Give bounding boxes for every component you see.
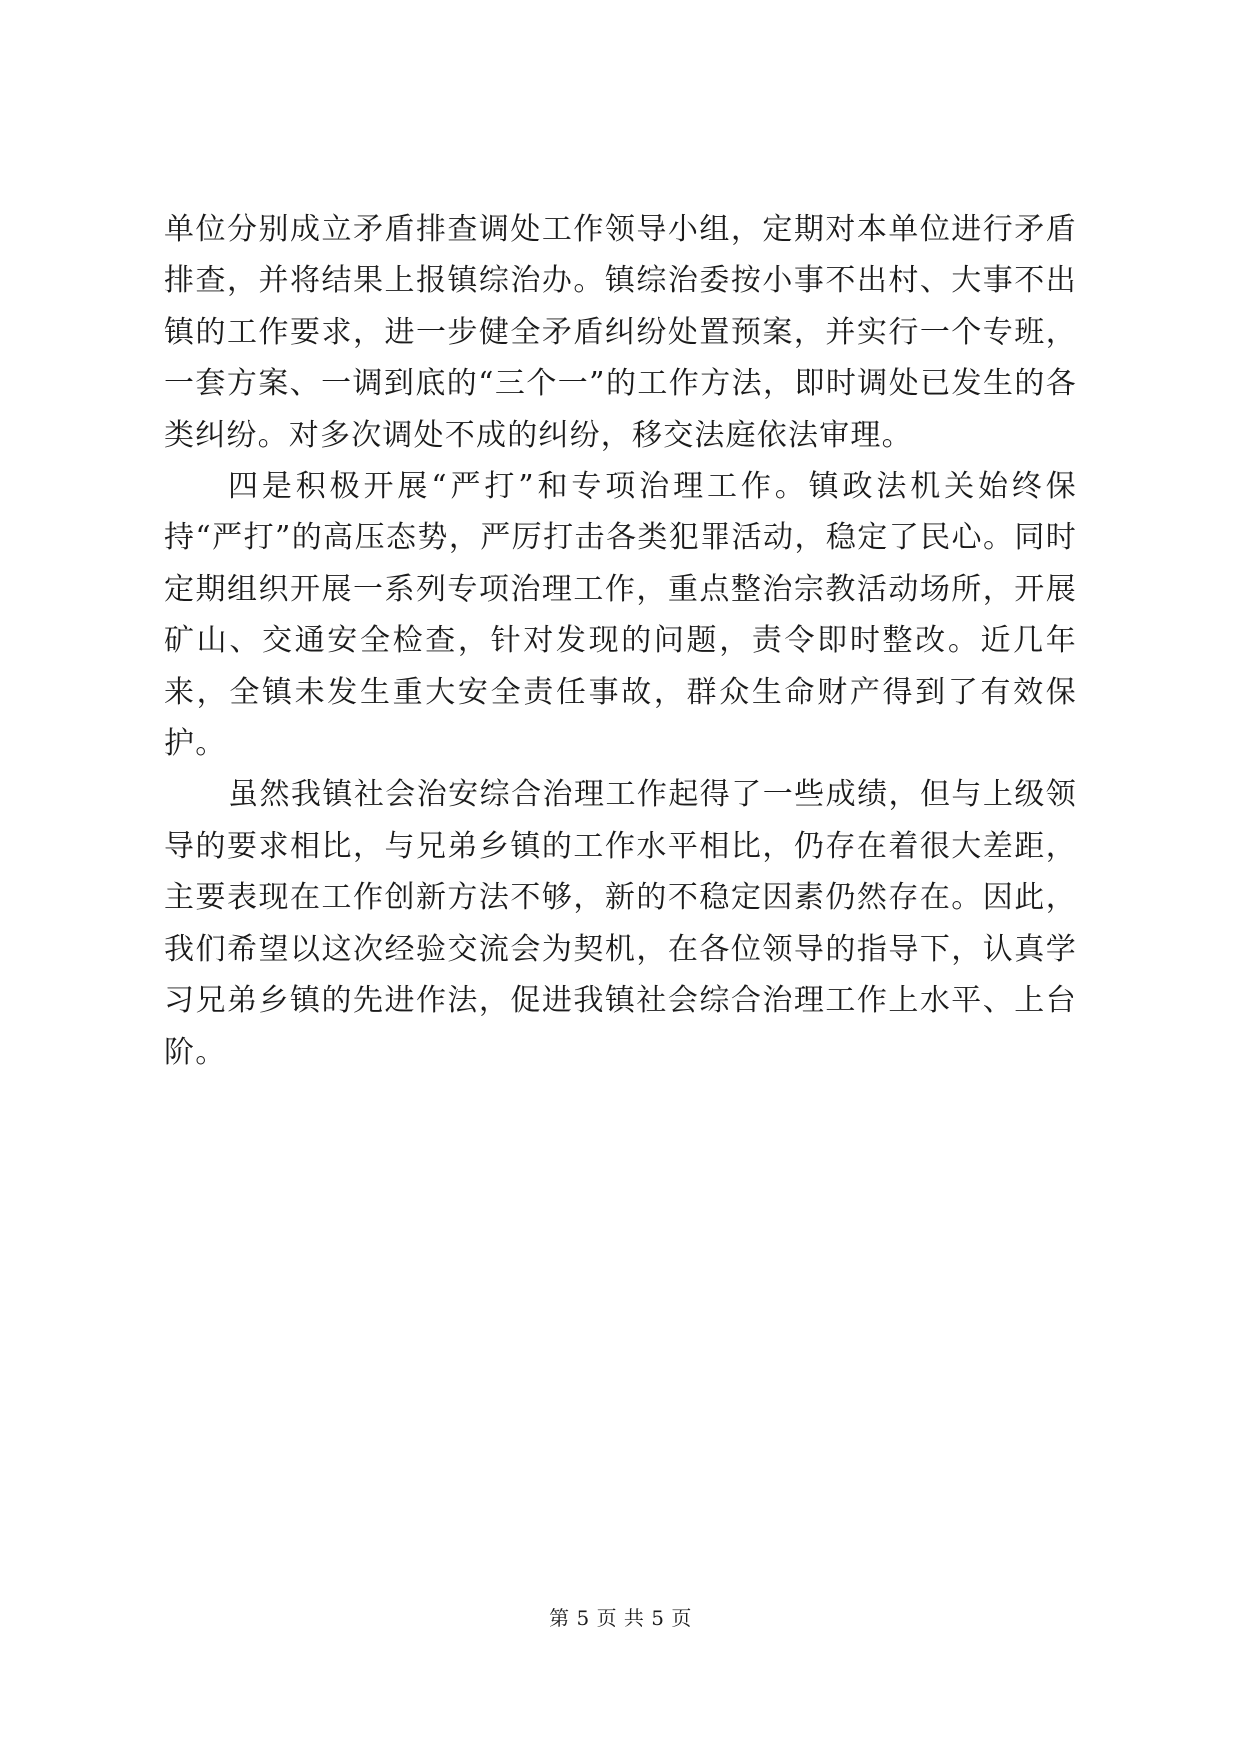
paragraph-strike-hard: 四是积极开展“严打”和专项治理工作。镇政法机关始终保持“严打”的高压态势，严厉打击各类犯罪活动，稳定了民心。同时定期组织开展一系列专项治理工作，重点整治宗教活动场所，开展矿山、交通安全检查，针对发现的问题，责令即时整改。近几年来，全镇未发生重大安全责任事故，群众生命财产得到了有效保护。: [164, 469, 1077, 762]
page-footer: [0, 1604, 1241, 1632]
paragraph-continuation: 单位分别成立矛盾排查调处工作领导小组，定期对本单位进行矛盾排查，并将结果上报镇综治办。镇综治委按小事不出村、大事不出镇的工作要求，进一步健全矛盾纠纷处置预案，并实行一个专班，一套方案、一调到底的“三个一”的工作方法，即时调处已发生的各类纠纷。对多次调处不成的纠纷，移交法庭依法审理。: [164, 212, 1077, 453]
paragraph-conclusion: 虽然我镇社会治安综合治理工作起得了一些成绩，但与上级领导的要求相比，与兄弟乡镇的工作水平相比，仍存在着很大差距，主要表现在工作创新方法不够，新的不稳定因素仍然存在。因此，我们希望以这次经验交流会为契机，在各位领导的指导下，认真学习兄弟乡镇的先进作法，促进我镇社会综合治理工作上水平、上台阶。: [164, 777, 1077, 1070]
page-number-label: 第 5 页 共 5 页: [549, 1606, 692, 1630]
document-body: [164, 204, 1077, 1078]
